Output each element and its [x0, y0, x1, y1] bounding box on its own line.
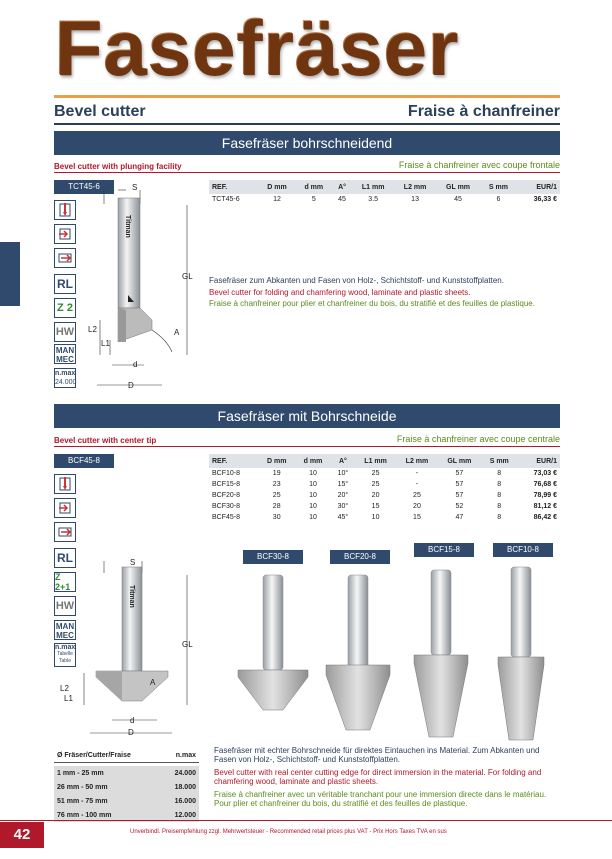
table-row — [54, 766, 199, 780]
table-cell: BCF20-8 — [212, 492, 241, 499]
col-a: A° — [332, 180, 352, 194]
table-row — [209, 468, 560, 479]
table-cell: 19 — [272, 470, 281, 477]
dim-l1: L1 — [101, 339, 110, 348]
table-cell: BCF10-8 — [212, 470, 241, 477]
section2-title: Fasefräser mit Bohrschneide — [54, 404, 560, 428]
col-l1: L1 mm — [355, 454, 396, 468]
table-cell: 13 — [411, 196, 419, 203]
table-cell: 86,42 € — [533, 514, 557, 521]
table-cell: 25 — [272, 492, 281, 499]
table-cell: 76,68 € — [533, 481, 557, 488]
dim-D: D — [128, 728, 134, 737]
section2-code-tag: BCF45-8 — [54, 454, 114, 468]
section1-title: Fasefräser bohrschneidend — [54, 131, 560, 155]
nmax-badge — [54, 368, 76, 388]
table-row — [54, 794, 199, 808]
col-eur: EUR/1 — [517, 454, 560, 468]
footer-rule — [0, 820, 612, 821]
table-cell: BCF15-8 — [212, 481, 241, 488]
table-row — [54, 780, 199, 794]
dim-l2: L2 — [60, 684, 69, 693]
dim-gl: GL — [182, 272, 193, 281]
table-cell: 23 — [272, 481, 281, 488]
section2-sub-fr: Fraise à chanfreiner avec coupe centrale — [396, 434, 560, 444]
table-cell: 20° — [337, 492, 349, 499]
table-cell: 78,99 € — [533, 492, 557, 499]
table-cell: 52 — [455, 503, 464, 510]
table-cell: 81,12 € — [533, 503, 557, 510]
table-cell: 47 — [455, 514, 464, 521]
plunge-icon — [54, 200, 76, 220]
section1-rule — [54, 172, 560, 173]
man-mec-badge — [54, 344, 76, 364]
man-mec-badge — [54, 620, 76, 640]
section1-code-tag: TCT45-6 — [54, 180, 114, 194]
tool-label-bcf15: BCF15-8 — [414, 543, 474, 557]
section1-spec-table — [209, 180, 560, 205]
tool-label-bcf30: BCF30-8 — [243, 550, 303, 564]
table-cell: - — [415, 481, 419, 488]
dim-l2: L2 — [88, 325, 97, 334]
nmax-badge — [54, 643, 76, 667]
col-D: D mm — [258, 180, 295, 194]
table-row — [209, 194, 560, 205]
hw-badge: HW — [54, 322, 76, 342]
section1-desc-en: Bevel cutter for folding and chamfering wood, laminate and plastic sheets. — [209, 288, 471, 297]
col-gl: GL mm — [438, 454, 481, 468]
edge-feed-icon — [54, 248, 76, 268]
table-cell: 25 — [371, 470, 380, 477]
table-cell: BCF30-8 — [212, 503, 241, 510]
col-l2: L2 mm — [394, 180, 436, 194]
table-cell: 10 — [309, 470, 317, 477]
table-cell: 10 — [309, 481, 317, 488]
speed-range: 76 mm - 100 mm — [54, 808, 162, 822]
speed-value: 16.000 — [162, 794, 199, 808]
table-cell: - — [415, 470, 419, 477]
table-cell: 57 — [455, 481, 464, 488]
tool-variants-drawing — [228, 565, 563, 745]
table-cell: 30° — [337, 503, 349, 510]
col-s: S mm — [480, 180, 517, 194]
speed-range: 26 mm - 50 mm — [54, 780, 162, 794]
table-row — [209, 490, 560, 501]
table-cell: 57 — [455, 470, 464, 477]
section2-desc-en: Bevel cutter with real center cutting edge for direct immersion in the material. For folding and chamfering wood, laminate and plastic sheets. — [214, 768, 542, 786]
man-label: MAN — [55, 622, 75, 631]
section1-desc-de: Fasefräser zum Abkanten und Fasen von Holz-, Schichtstoff- und Kunststoffplatten. — [209, 276, 504, 285]
table-cell: 73,03 € — [533, 470, 557, 477]
section2-spec-table — [209, 454, 560, 523]
mec-label: MEC — [56, 631, 74, 640]
table-cell: 36,33 € — [533, 196, 557, 203]
col-D: D mm — [258, 454, 295, 468]
table-cell: 28 — [272, 503, 281, 510]
speed-table — [54, 748, 199, 822]
table-cell: 45 — [454, 196, 462, 203]
table-cell: 5 — [311, 196, 316, 203]
table-cell: 57 — [455, 492, 464, 499]
side-feed-icon — [54, 498, 76, 518]
table-cell: 8 — [497, 481, 502, 488]
speed-table-header — [54, 748, 199, 763]
page-title: Fasefräser — [54, 2, 564, 92]
side-tab — [0, 242, 20, 306]
dim-s: S — [130, 558, 136, 567]
dim-gl: GL — [182, 640, 193, 649]
brand-on-shank: Titman — [128, 585, 135, 608]
nmax-sub-1: Tabelle — [57, 651, 73, 657]
dim-l1: L1 — [64, 694, 73, 703]
table-row — [209, 479, 560, 490]
table-row — [209, 512, 560, 523]
table-cell: 6 — [496, 196, 501, 203]
section2-rule — [54, 446, 560, 447]
tool-label-bcf20: BCF20-8 — [330, 550, 390, 564]
dim-a: A — [150, 678, 156, 687]
table-cell: 10° — [337, 470, 349, 477]
rl-badge: RL — [54, 274, 76, 294]
dim-d: d — [133, 360, 138, 369]
dim-a: A — [174, 328, 180, 337]
col-d: d mm — [296, 180, 332, 194]
table-cell: 10 — [371, 514, 380, 521]
section1-tool-drawing — [82, 180, 202, 392]
z-badge: Z 2+1 — [54, 572, 76, 592]
table-cell: 45 — [338, 196, 346, 203]
col-gl: GL mm — [436, 180, 480, 194]
col-s: S mm — [481, 454, 517, 468]
mec-label: MEC — [56, 355, 74, 364]
table-cell: 20 — [413, 503, 421, 510]
footer-note: Unverbindl. Preisempfehlung zzgl. Mehrwertsteuer - Recommended retail prices plus VAT - Prix Hors Taxes TVA en sus — [130, 829, 447, 835]
table-cell: 20 — [371, 492, 380, 499]
table-cell: 8 — [497, 514, 502, 521]
dim-s: S — [132, 183, 138, 192]
rl-badge: RL — [54, 548, 76, 568]
speed-value: 18.000 — [162, 780, 199, 794]
table-cell: TCT45-6 — [212, 196, 240, 203]
col-d: d mm — [295, 454, 331, 468]
title-divider — [54, 95, 560, 98]
speed-value: 24.000 — [162, 766, 199, 780]
table-cell: 25 — [413, 492, 421, 499]
z-badge: Z 2 — [54, 298, 76, 318]
table-cell: 12 — [273, 196, 281, 203]
table-header — [209, 180, 560, 194]
hw-badge: HW — [54, 596, 76, 616]
col-eur: EUR/1 — [517, 180, 560, 194]
brand-on-shank: Titman — [124, 215, 131, 238]
table-cell: 10 — [309, 503, 317, 510]
col-l1: L1 mm — [352, 180, 394, 194]
table-cell: 8 — [497, 503, 502, 510]
section1-desc-fr: Fraise à chanfreiner pour plier et chanfreiner du bois, du stratifié et des feuilles de plastique. — [209, 299, 535, 308]
table-cell: 3.5 — [368, 196, 379, 203]
side-feed-icon — [54, 224, 76, 244]
speed-range: 1 mm - 25 mm — [54, 766, 162, 780]
page-number: 42 — [0, 822, 44, 848]
speed-value: 12.000 — [162, 808, 199, 822]
section2-sub-en: Bevel cutter with center tip — [54, 436, 157, 445]
table-cell: 15° — [337, 481, 349, 488]
col-ref: REF. — [209, 454, 258, 468]
dim-D: D — [128, 381, 134, 390]
section2-desc-fr: Fraise à chanfreiner avec un véritable tranchant pour une immersion directe dans le matériau. Pour plier et chanfreiner du bois, du stratifié et des feuilles de plastique. — [214, 790, 547, 808]
table-cell: 45° — [337, 514, 349, 521]
subtitle-en: Bevel cutter — [54, 103, 146, 120]
nmax-label: n.max — [55, 644, 76, 651]
table-cell: 15 — [371, 503, 380, 510]
section1-sub-fr: Fraise à chanfreiner avec coupe frontale — [398, 160, 560, 170]
table-cell: 15 — [413, 514, 421, 521]
table-cell: 10 — [309, 514, 317, 521]
man-label: MAN — [55, 346, 75, 355]
tool-label-bcf10: BCF10-8 — [493, 543, 553, 557]
section1-sub-en: Bevel cutter with plunging facility — [54, 162, 182, 171]
table-cell: BCF45-8 — [212, 514, 241, 521]
col-l2: L2 mm — [396, 454, 437, 468]
speed-head-left: Ø Fräser/Cutter/Fraise — [54, 748, 162, 763]
table-cell: 30 — [272, 514, 281, 521]
col-ref: REF. — [209, 180, 258, 194]
nmax-value: 24.000 — [55, 379, 77, 386]
table-cell: 8 — [497, 492, 502, 499]
plunge-icon — [54, 474, 76, 494]
col-a: A° — [331, 454, 355, 468]
table-header — [209, 454, 560, 468]
subtitle-fr: Fraise à chanfreiner — [407, 103, 560, 120]
speed-head-right: n.max — [162, 748, 199, 763]
table-cell: 10 — [309, 492, 317, 499]
table-cell: 8 — [497, 470, 502, 477]
table-cell: 25 — [371, 481, 380, 488]
dim-d: d — [130, 716, 135, 725]
subtitle-divider — [54, 123, 560, 125]
nmax-label: n.max — [55, 370, 76, 377]
table-row — [209, 501, 560, 512]
speed-range: 51 mm - 75 mm — [54, 794, 162, 808]
nmax-sub-2: Table — [59, 658, 71, 664]
section2-desc-de: Fasefräser mit echter Bohrschneide für direktes Eintauchen ins Material. Zum Abkanten und Fasen von Holz-, Schichtstoff- und Kunststoffplatten. — [214, 746, 540, 764]
edge-feed-icon — [54, 522, 76, 542]
